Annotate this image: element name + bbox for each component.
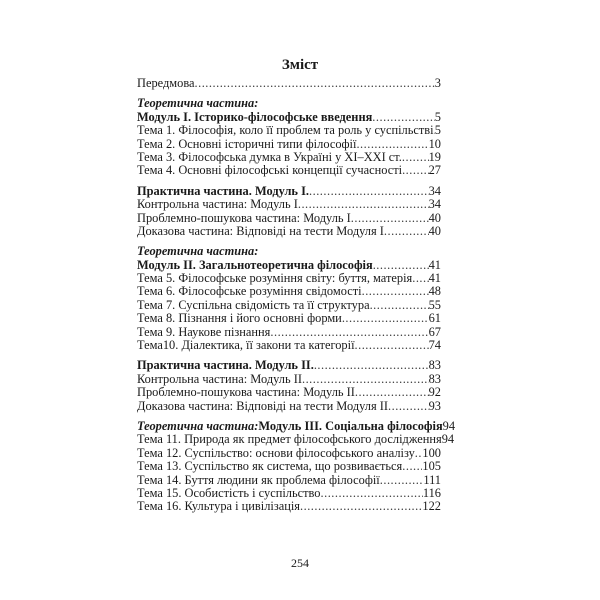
toc-entry-page: 3 [434, 76, 441, 90]
toc-entry-label: Тема 3. Філософська думка в Україні у ХІ–ХХІ ст. [137, 149, 402, 164]
leader-dots [380, 474, 424, 487]
toc-entry [137, 400, 441, 413]
toc-entry [137, 124, 441, 137]
leader-dots [402, 151, 429, 164]
toc-entry-label: Тема 13. Суспільство як система, що розвивається [137, 459, 403, 474]
toc-entry [137, 97, 441, 110]
leader-dots [372, 111, 435, 124]
toc-entry [137, 77, 441, 90]
toc-entry [137, 138, 441, 151]
toc-entry [137, 326, 441, 339]
toc-entry [137, 285, 441, 298]
toc-entry-page: 74 [428, 338, 441, 353]
toc-entry-label-module: Модуль ІІІ. Соціальна філософія [258, 418, 443, 433]
toc-entry-label: Проблемно-пошукова частина: Модуль ІІ [137, 385, 355, 400]
toc-entry-page: 34 [428, 183, 441, 198]
toc-entry [137, 418, 456, 433]
leader-dots [321, 487, 423, 500]
toc-entry-page: 92 [428, 385, 441, 400]
toc-entry-label: Контрольна частина: Модуль ІІ [137, 371, 302, 386]
toc-entry [137, 272, 441, 285]
leader-dots [298, 198, 429, 211]
toc-entry-page: 93 [428, 398, 441, 413]
toc-entry-page: 41 [428, 271, 441, 286]
leader-dots [302, 373, 429, 386]
toc-entry-label: Доказова частина: Відповіді на тести Модуля ІІ [137, 398, 389, 413]
toc-entry-label: Тема 9. Наукове пізнання [137, 324, 271, 339]
toc-entry-page: 111 [423, 472, 441, 487]
toc-entry [137, 447, 441, 460]
toc-entry-label: Тема 16. Культура і цивілізація [137, 499, 301, 514]
toc-entry-page: 94 [441, 432, 455, 447]
leader-dots [415, 447, 423, 460]
leader-dots [355, 339, 429, 352]
toc-entry [137, 386, 441, 399]
table-of-contents [137, 76, 456, 514]
toc-entry [137, 198, 441, 211]
toc-entry-label: Проблемно-пошукова частина: Модуль І [137, 210, 351, 225]
toc-entry [137, 151, 441, 164]
toc-entry-page: 41 [428, 257, 441, 272]
toc-entry [137, 164, 441, 177]
toc-entry-label: Модуль ІІ. Загальнотеоретична філософія [137, 257, 373, 272]
toc-entry [137, 225, 441, 238]
toc-entry-page: 55 [428, 297, 441, 312]
toc-entry [137, 474, 441, 487]
leader-dots [384, 225, 429, 238]
toc-entry [137, 500, 441, 513]
toc-entry-label: Тема 1. Філософія, коло її проблем та роль у суспільстві [137, 123, 434, 138]
toc-entry-page: 105 [422, 459, 441, 474]
toc-entry-label: Тема 12. Суспільство: основи філософського аналізу [137, 445, 415, 460]
toc-entry-label: Модуль І. Історико-філософське введення [137, 109, 373, 124]
leader-dots [373, 259, 429, 272]
toc-entry-page: 19 [428, 149, 441, 164]
toc-entry [137, 111, 441, 124]
leader-dots [402, 164, 429, 177]
toc-entry-label: Теоретична частина: [137, 418, 259, 433]
leader-dots [402, 460, 422, 473]
leader-dots [270, 326, 428, 339]
toc-entry-page: 34 [428, 197, 441, 212]
toc-entry-label: Тема 2. Основні історичні типи філософії [137, 136, 357, 151]
toc-entry-label: Тема10. Діалектика, її закони та категорії [137, 338, 355, 353]
toc-entry-page: 5 [434, 109, 441, 124]
toc-entry-page: 40 [428, 223, 441, 238]
toc-entry-page: 100 [422, 445, 441, 460]
toc-entry-page: 5 [434, 123, 441, 138]
toc-entry-label: Практична частина. Модуль ІІ. [137, 358, 314, 373]
toc-entry [137, 245, 441, 258]
toc-entry [137, 359, 441, 372]
toc-entry-page: 48 [428, 284, 441, 299]
leader-dots [309, 185, 429, 198]
leader-dots [300, 500, 422, 513]
toc-entry-page: 27 [428, 163, 441, 178]
toc-entry [137, 185, 441, 198]
toc-entry [137, 487, 441, 500]
leader-dots [351, 212, 429, 225]
leader-dots [195, 77, 435, 90]
toc-entry-page: 83 [428, 371, 441, 386]
toc-entry [137, 373, 441, 386]
toc-entry [137, 212, 441, 225]
toc-title: Зміст [281, 57, 319, 73]
toc-entry [137, 312, 441, 325]
toc-entry-label: Контрольна частина: Модуль І [137, 197, 298, 212]
toc-entry-page: 67 [428, 324, 441, 339]
toc-entry-page: 61 [428, 311, 441, 326]
toc-entry-label: Тема 15. Особистість і суспільство [137, 485, 321, 500]
toc-entry [137, 259, 441, 272]
leader-dots [412, 272, 428, 285]
toc-entry-label: Тема 14. Буття людини як проблема філософії [137, 472, 380, 487]
toc-entry-label: Тема 11. Природа як предмет філософського дослідження [137, 432, 442, 447]
leader-dots [362, 285, 429, 298]
toc-entry-label: Тема 6. Філософське розуміння свідомості [137, 284, 362, 299]
toc-entry-page: 122 [422, 499, 441, 514]
leader-dots [388, 400, 429, 413]
leader-dots [342, 312, 429, 325]
leader-dots [356, 138, 428, 151]
leader-dots [370, 299, 429, 312]
toc-entry-page: 116 [422, 485, 441, 500]
leader-dots [355, 386, 429, 399]
toc-entry-label: Практична частина. Модуль І. [137, 183, 309, 198]
toc-entry-page: 10 [428, 136, 441, 151]
toc-entry [137, 460, 441, 473]
toc-entry [137, 432, 455, 447]
toc-entry-label: Тема 7. Суспільна свідомість та її структура [137, 297, 370, 312]
toc-entry-label: Тема 8. Пізнання і його основні форми [137, 311, 342, 326]
page-number: 254 [291, 556, 309, 570]
toc-entry [137, 299, 441, 312]
toc-entry-label: Теоретична частина: [137, 244, 259, 259]
toc-entry-page: 40 [428, 210, 441, 225]
toc-entry [137, 339, 441, 352]
toc-entry-label: Тема 5. Філософське розуміння світу: буття, матерія [137, 271, 413, 286]
leader-dots [314, 359, 429, 372]
toc-entry-label: Передмова [137, 76, 195, 90]
toc-entry-label: Тема 4. Основні філософські концепції сучасності [137, 163, 403, 178]
toc-entry-label: Теоретична частина: [137, 96, 259, 111]
toc-entry-page: 83 [428, 358, 441, 373]
toc-entry-page: 94 [442, 418, 456, 433]
toc-entry-label: Доказова частина: Відповіді на тести Модуля І [137, 223, 384, 238]
